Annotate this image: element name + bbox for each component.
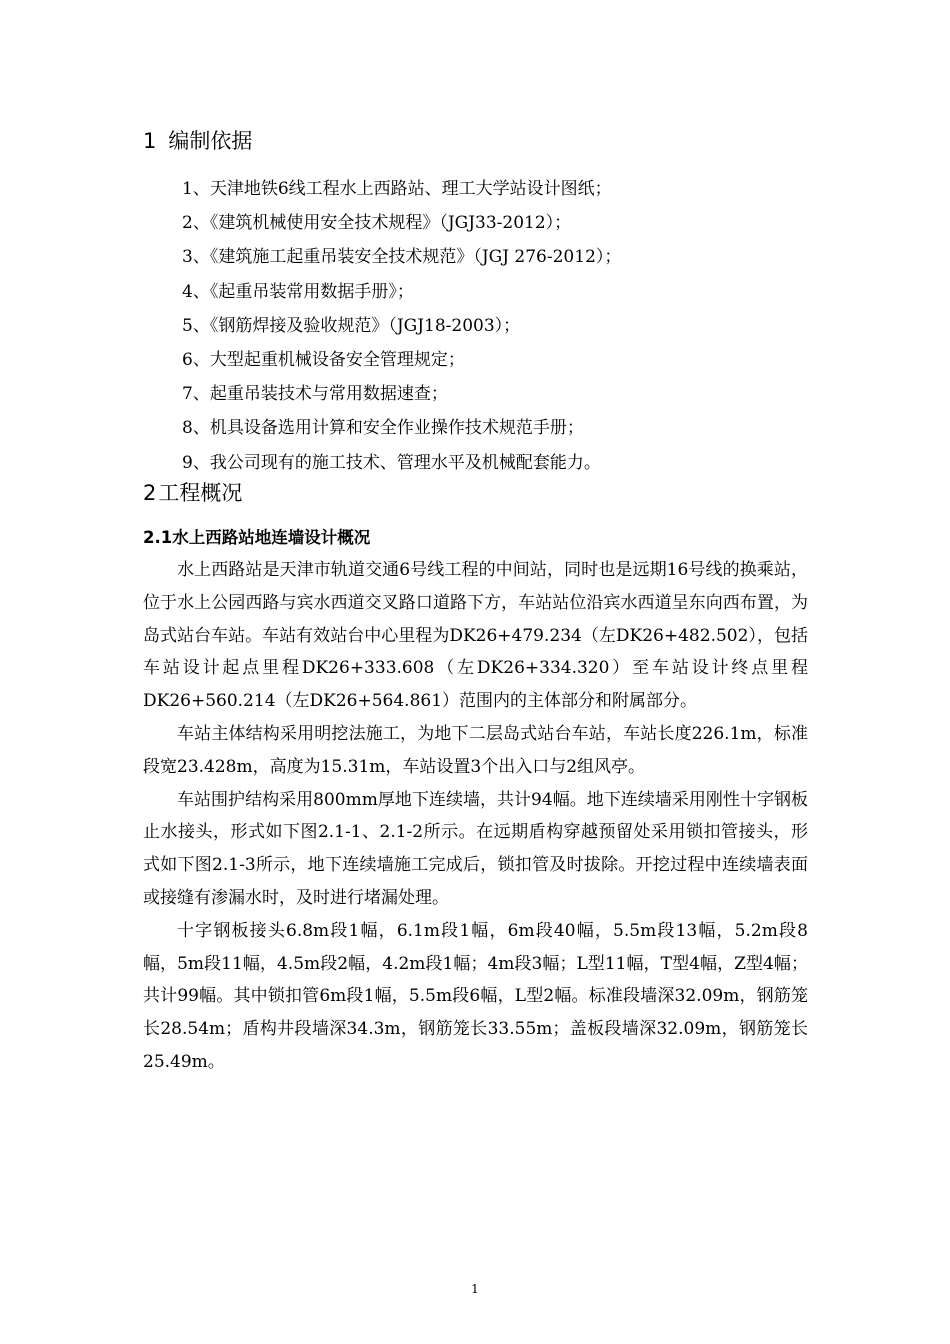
basis-list bbox=[182, 172, 621, 480]
body-paragraph: 十字钢板接头6.8m段1幅，6.1m段1幅，6m段40幅，5.5m段13幅，5.2m段8幅，5m段11幅，4.5m段2幅，4.2m段1幅；4m段3幅；L型11幅，T型4幅，Z型4幅；共计99幅。其中锁扣管6m段1幅，5.5m段6幅，L型2幅。标准段墙深32.09m，钢筋笼长28.54m；盾构井段墙深34.3m，钢筋笼长33.55m；盖板段墙深32.09m，钢筋笼长25.49m。 bbox=[143, 920, 808, 1072]
body-paragraph: 车站主体结构采用明挖法施工，为地下二层岛式站台车站，车站长度226.1m，标准段宽23.428m，高度为15.31m，车站设置3个出入口与2组风亭。 bbox=[143, 723, 808, 777]
basis-list-item: 9、我公司现有的施工技术、管理水平及机械配套能力。 bbox=[182, 452, 601, 473]
section-1-title: 编制依据 bbox=[168, 129, 253, 153]
basis-list-item: 4、《起重吊装常用数据手册》； bbox=[182, 281, 414, 302]
subsection-2-1-body bbox=[143, 554, 808, 1079]
basis-list-item: 7、起重吊装技术与常用数据速查； bbox=[182, 384, 448, 405]
body-paragraph: 水上西路站是天津市轨道交通6号线工程的中间站，同时也是远期16号线的换乘站，位于水上公园西路与宾水西道交叉路口道路下方，车站站位沿宾水西道呈东向西布置，为岛式站台车站。车站有效站台中心里程为DK26+479.234（左DK26+482.502），包括车站设计起点里程DK26+333.608（左DK26+334.320）至车站设计终点里程DK26+560.214（左DK26+564.861）范围内的主体部分和附属部分。 bbox=[143, 560, 808, 712]
page-number: 1 bbox=[471, 1282, 479, 1296]
body-paragraph: 车站围护结构采用800mm厚地下连续墙，共计94幅。地下连续墙采用刚性十字钢板止水接头，形式如下图2.1-1、2.1-2所示。在远期盾构穿越预留处采用锁扣管接头，形式如下图2.1-3所示，地下连续墙施工完成后，锁扣管及时拔除。开挖过程中连续墙表面或接缝有渗漏水时，及时进行堵漏处理。 bbox=[143, 789, 808, 908]
section-1-heading bbox=[143, 128, 252, 154]
section-2-number: 2 bbox=[143, 481, 157, 505]
section-1-number: 1 bbox=[143, 129, 157, 153]
basis-list-item: 2、《建筑机械使用安全技术规程》（JGJ33-2012）； bbox=[182, 213, 572, 234]
subsection-2-1-heading: 2.1水上西路站地连墙设计概况 bbox=[143, 528, 371, 547]
basis-list-item: 5、《钢筋焊接及验收规范》（JGJ18-2003）； bbox=[182, 315, 521, 336]
basis-list-item: 3、《建筑施工起重吊装安全技术规范》（JGJ 276-2012）； bbox=[182, 247, 622, 268]
basis-list-item: 1、天津地铁6线工程水上西路站、理工大学站设计图纸； bbox=[182, 179, 612, 199]
section-2-heading bbox=[143, 480, 242, 506]
basis-list-item: 8、机具设备选用计算和安全作业操作技术规范手册； bbox=[182, 418, 584, 439]
section-2-title: 工程概况 bbox=[158, 481, 243, 505]
basis-list-item: 6、大型起重机械设备安全管理规定； bbox=[182, 350, 465, 371]
